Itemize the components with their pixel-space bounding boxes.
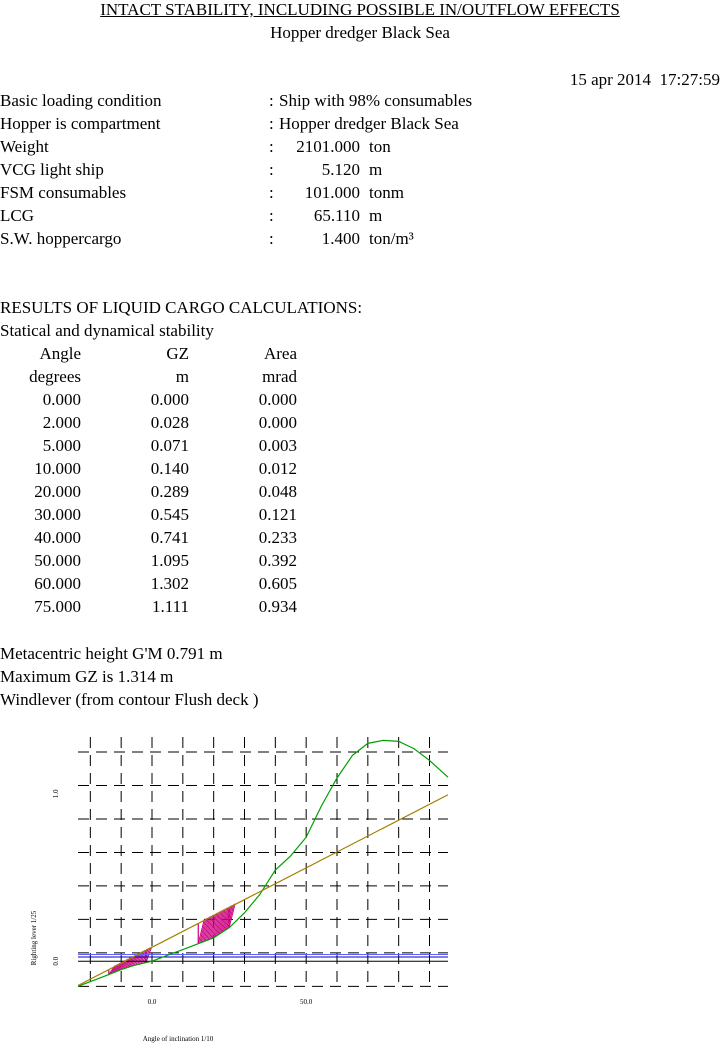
table-cell: 0.545	[150, 505, 189, 524]
param-value: 101.000	[304, 183, 360, 202]
table-cell: 0.012	[258, 459, 297, 478]
param-value: 1.400	[321, 229, 360, 248]
results-heading: RESULTS OF LIQUID CARGO CALCULATIONS:	[0, 298, 363, 317]
table-header: GZ	[166, 344, 189, 363]
time-text: 17:27:59	[659, 70, 720, 89]
param-colon: :	[269, 137, 274, 156]
table-cell: 60.000	[34, 574, 81, 593]
page-subtitle: Hopper dredger Black Sea	[270, 23, 450, 42]
param-colon: :	[269, 160, 274, 179]
param-label: Basic loading condition	[0, 91, 162, 110]
param-unit: m	[369, 206, 383, 225]
table-cell: 50.000	[34, 551, 81, 570]
table-header: Angle	[39, 344, 81, 363]
param-unit: ton	[369, 137, 391, 156]
y-tick-label: 0.0	[52, 956, 60, 966]
x-tick-label: 50.0	[300, 998, 313, 1006]
table-cell: 40.000	[34, 528, 81, 547]
table-cell: 0.000	[150, 390, 189, 409]
table-cell: 0.000	[42, 390, 81, 409]
table-cell: 30.000	[34, 505, 81, 524]
table-cell: 0.605	[258, 574, 297, 593]
table-cell: 0.289	[150, 482, 189, 501]
table-cell: 0.000	[258, 390, 297, 409]
table-cell: 0.121	[258, 505, 297, 524]
param-label: LCG	[0, 206, 34, 225]
table-cell: 0.000	[258, 413, 297, 432]
maximum-gz: Maximum GZ is 1.314 m	[0, 667, 174, 686]
table-cell: 1.095	[150, 551, 189, 570]
param-label: FSM consumables	[0, 183, 127, 202]
param-colon: :	[269, 206, 274, 225]
table-cell: 20.000	[34, 482, 81, 501]
table-unit: m	[175, 367, 189, 386]
table-cell: 1.111	[152, 597, 189, 616]
gz-curve	[78, 740, 448, 986]
param-value: 2101.000	[296, 137, 360, 156]
results-subheading: Statical and dynamical stability	[0, 321, 214, 340]
windlever-note: Windlever (from contour Flush deck )	[0, 690, 259, 709]
param-label: Hopper is compartment	[0, 114, 161, 133]
table-cell: 0.741	[150, 528, 189, 547]
param-unit: tonm	[369, 183, 404, 202]
param-colon: :	[269, 91, 274, 110]
y-axis-label: Righting lever 1/25	[30, 910, 38, 966]
table-cell: 10.000	[34, 459, 81, 478]
table-cell: 0.233	[258, 528, 297, 547]
param-label: S.W. hoppercargo	[0, 229, 122, 248]
param-colon: :	[269, 114, 274, 133]
date-stamp	[570, 70, 720, 90]
metacentric-height: Metacentric height G'M 0.791 m	[0, 644, 223, 663]
x-axis-label: Angle of inclination 1/10	[142, 1035, 214, 1043]
y-tick-label: 1.0	[52, 789, 60, 799]
table-header: Area	[263, 344, 297, 363]
table-cell: 2.000	[42, 413, 81, 432]
table-cell: 0.140	[150, 459, 189, 478]
x-tick-label: 0.0	[147, 998, 157, 1006]
param-label: Weight	[0, 137, 49, 156]
table-cell: 0.934	[258, 597, 297, 616]
table-cell: 0.028	[150, 413, 189, 432]
stability-chart	[0, 723, 720, 1043]
param-label: VCG light ship	[0, 160, 104, 179]
table-cell: 0.392	[258, 551, 297, 570]
table-cell: 75.000	[34, 597, 81, 616]
table-cell: 0.003	[258, 436, 297, 455]
param-value: Ship with 98% consumables	[279, 91, 473, 110]
param-colon: :	[269, 229, 274, 248]
table-cell: 0.071	[150, 436, 189, 455]
param-colon: :	[269, 183, 274, 202]
table-unit: mrad	[262, 367, 297, 386]
table-cell: 0.048	[258, 482, 297, 501]
param-unit: m	[369, 160, 383, 179]
table-cell: 5.000	[42, 436, 81, 455]
param-value: 5.120	[321, 160, 360, 179]
page-title: INTACT STABILITY, INCLUDING POSSIBLE IN/OUTFLOW EFFECTS	[100, 0, 620, 19]
table-unit: degrees	[29, 367, 81, 386]
table-cell: 1.302	[150, 574, 189, 593]
param-unit: ton/m³	[369, 229, 414, 248]
param-value: Hopper dredger Black Sea	[279, 114, 459, 133]
date-text: 15 apr 2014	[569, 70, 652, 89]
param-value: 65.110	[313, 206, 360, 225]
